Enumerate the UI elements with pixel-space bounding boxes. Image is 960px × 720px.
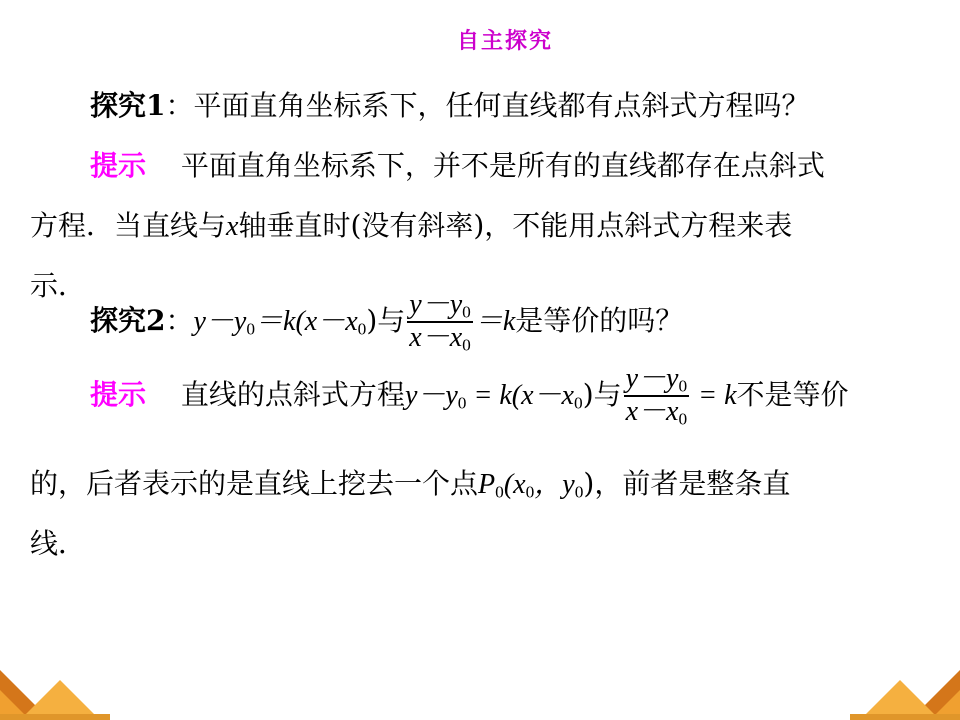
answer-2-text-2: 不是等价 [736,377,849,411]
corner-decoration-left [0,650,110,720]
question-1-label: 探究1 [90,89,166,122]
answer-1-line-2 [30,204,792,244]
question-2-text: 是等价的吗？ [515,303,684,337]
question-2-and: )与 [366,303,406,337]
answer-2-eq-tail: = k [691,379,737,411]
question-2-fraction: $\frac{y-y_0}{x-x_0}$ [409,289,471,355]
answer-2-text-5: 线． [30,527,87,560]
answer-2-point: $P_0(x_0$，$y_0$ [478,469,584,502]
question-1-text: ：平面直角坐标系下，任何直线都有点斜式方程吗？ [165,89,810,122]
answer-1-label: 提示 [90,149,147,182]
answer-1-text-1: 平面直角坐标系下，并不是所有的直线都存在点斜式 [180,149,825,182]
answer-2-eq: $y-y_0 = k(x-x_0$ [404,379,583,413]
answer-1-line-3 [30,264,86,304]
question-2-eq-tail: ＝k [474,305,516,337]
answer-1-text-3: 示． [30,269,87,302]
answer-2-fraction: $\frac{y-y_0}{x-x_0}$ [625,363,688,429]
question-2 [90,290,683,355]
answer-1-line-1 [90,144,825,184]
answer-2-text-4: )，前者是整条直 [583,467,791,500]
answer-2-line-2 [30,462,790,502]
question-2-eq-lhs: $y-y_0=k(x-x_0$ [193,305,367,339]
question-1 [90,84,810,124]
corner-decoration-right [850,650,960,720]
answer-1-text-2b: 轴垂直时(没有斜率)，不能用点斜式方程来表 [238,209,793,242]
question-2-colon: ： [165,303,194,337]
answer-2-line-3 [30,522,86,562]
answer-2-line-1 [90,364,849,429]
answer-1-text-2a: 方程．当直线与 [30,209,227,242]
answer-2-label: 提示 [90,377,147,411]
answer-2-and: )与 [582,377,622,411]
question-2-label: 探究2 [90,303,166,337]
section-title: 自主探究 [456,29,553,54]
answer-2-text-1: 直线的点斜式方程 [180,377,405,411]
answer-1-var-x: x [226,211,239,242]
answer-2-text-3: 的，后者表示的是直线上挖去一个点 [30,467,479,500]
